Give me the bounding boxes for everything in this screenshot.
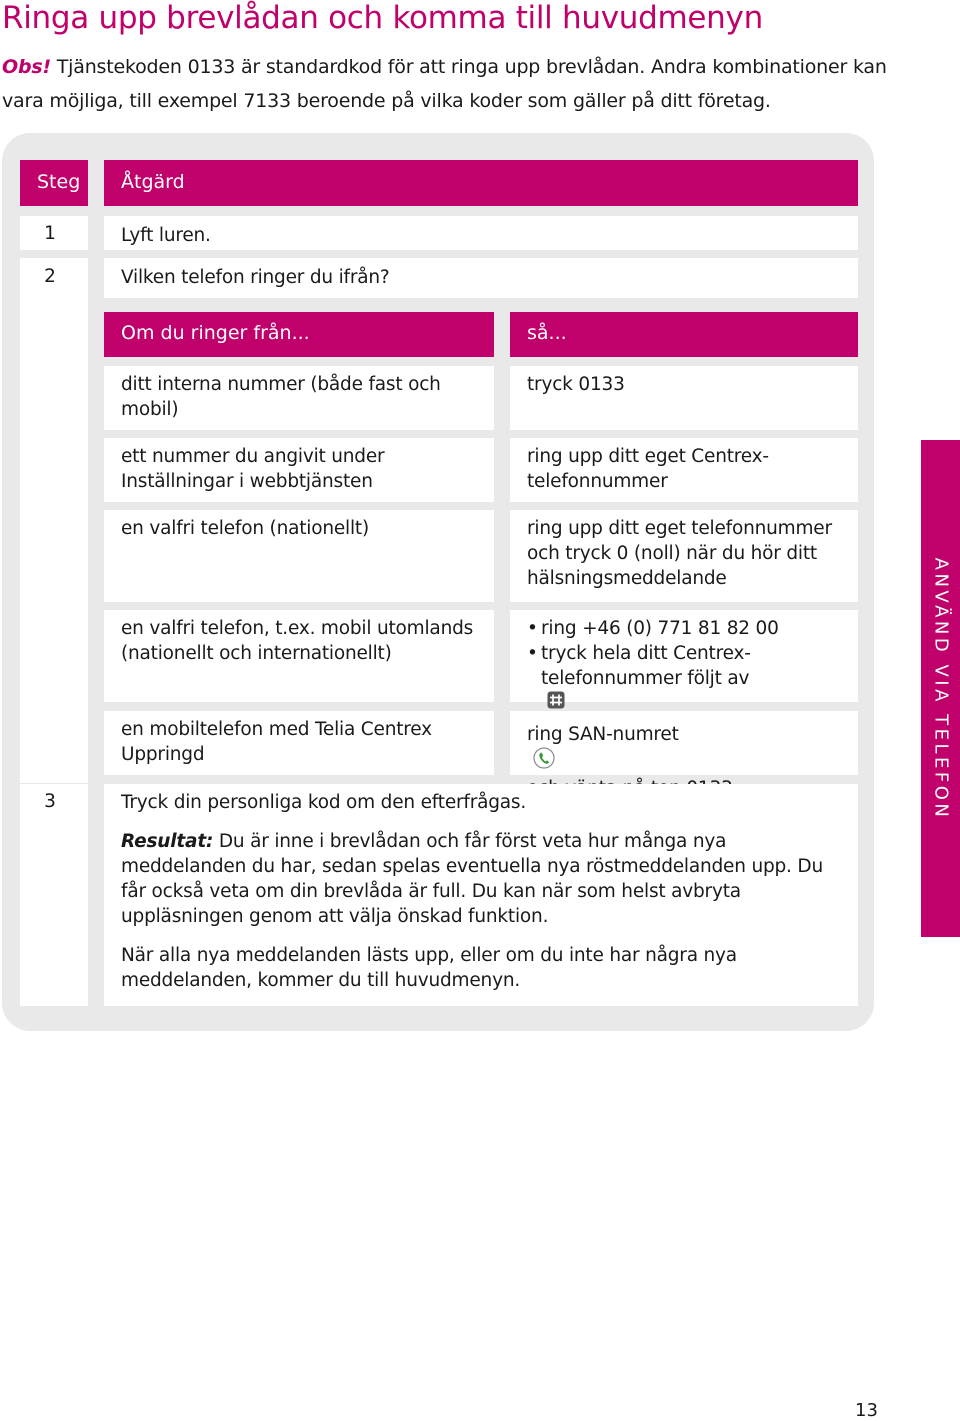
subrow-then (510, 438, 858, 502)
subrow-then-text: ring upp ditt eget Centrex-telefonnummer (527, 446, 769, 492)
subrow-then-text: ring upp ditt eget telefonnummer och tryck 0 (noll) när du hör ditt hälsningsmeddelande (527, 518, 832, 589)
page-title: Ringa upp brevlådan och komma till huvudmenyn (2, 0, 763, 36)
bullet-item: • ring +46 (0) 771 81 82 00 (527, 616, 838, 641)
result-paragraph-2: När alla nya meddelanden lästs upp, eller om du inte har några nya meddelanden, kommer du till huvudmenyn. (121, 945, 737, 991)
bullet-item-text: tryck hela ditt Centrex-telefonnummer följt av (541, 643, 751, 689)
step-number: 3 (44, 791, 56, 812)
step-number: 1 (44, 223, 56, 244)
page-number: 13 (855, 1400, 878, 1421)
step-action-text: Lyft luren. (121, 225, 211, 246)
subrow-from-text: ett nummer du angivit under Inställningar i webbtjänsten (121, 446, 385, 492)
step-number: 2 (44, 266, 56, 287)
result-text: Du är inne i brevlådan och får först veta hur många nya meddelanden du har, sedan spelas eventuella nya röstmeddelanden upp. Du får också veta om din brevlåda är full. Du kan när som helst avbryta uppläsningen genom att välja önskad funktion. (121, 831, 823, 927)
san-line-text: ring SAN-numret (527, 724, 679, 745)
step-3-action (104, 784, 858, 1006)
subrow-from (104, 711, 494, 775)
subheader-then (510, 312, 858, 357)
result-paragraph (121, 829, 828, 929)
subrow-from-text: en valfri telefon (nationellt) (121, 518, 369, 539)
subheader-from (104, 312, 494, 357)
subrow-then (510, 366, 858, 430)
obs-label: Obs! (2, 56, 51, 78)
header-step-label: Steg (37, 171, 81, 193)
subrow-from (104, 510, 494, 602)
step-number-cell (20, 784, 88, 1006)
subrow-then (510, 711, 858, 775)
step-action (104, 258, 858, 298)
subrow-from (104, 366, 494, 430)
phone-call-icon (533, 747, 838, 776)
san-line (527, 722, 838, 776)
step-action-text: Vilken telefon ringer du ifrån? (121, 267, 390, 288)
step-number-cell (20, 258, 88, 783)
header-step (20, 160, 88, 206)
subrow-then-text: tryck 0133 (527, 374, 625, 395)
intro-text: Tjänstekoden 0133 är standardkod för att ringa upp brevlådan. Andra kombinationer kan vara möjliga, till exempel 7133 beroende på vilka koder som gäller på ditt företag. (2, 56, 887, 112)
subrow-from-text: en valfri telefon, t.ex. mobil utomlands (nationellt och internationellt) (121, 618, 474, 664)
bullet-item (527, 641, 838, 716)
result-label: Resultat: (121, 831, 214, 852)
step-action-text: Tryck din personliga kod om den efterfrågas. (121, 792, 527, 813)
side-tab-label: ANVÄND VIA TELEFON (930, 557, 951, 820)
header-action-label: Åtgärd (121, 171, 185, 193)
subrow-then (510, 610, 858, 702)
step-action (104, 216, 858, 250)
subrow-from-text: ditt interna nummer (både fast och mobil) (121, 374, 441, 420)
subrow-then (510, 510, 858, 602)
subrow-from (104, 438, 494, 502)
subheader-then-label: så... (527, 322, 567, 344)
subheader-from-label: Om du ringer från... (121, 322, 310, 344)
header-action (104, 160, 858, 206)
intro-paragraph (2, 50, 902, 118)
subrow-from (104, 610, 494, 702)
side-tab (921, 440, 960, 937)
subrow-from-text: en mobiltelefon med Telia Centrex Uppringd (121, 719, 432, 765)
